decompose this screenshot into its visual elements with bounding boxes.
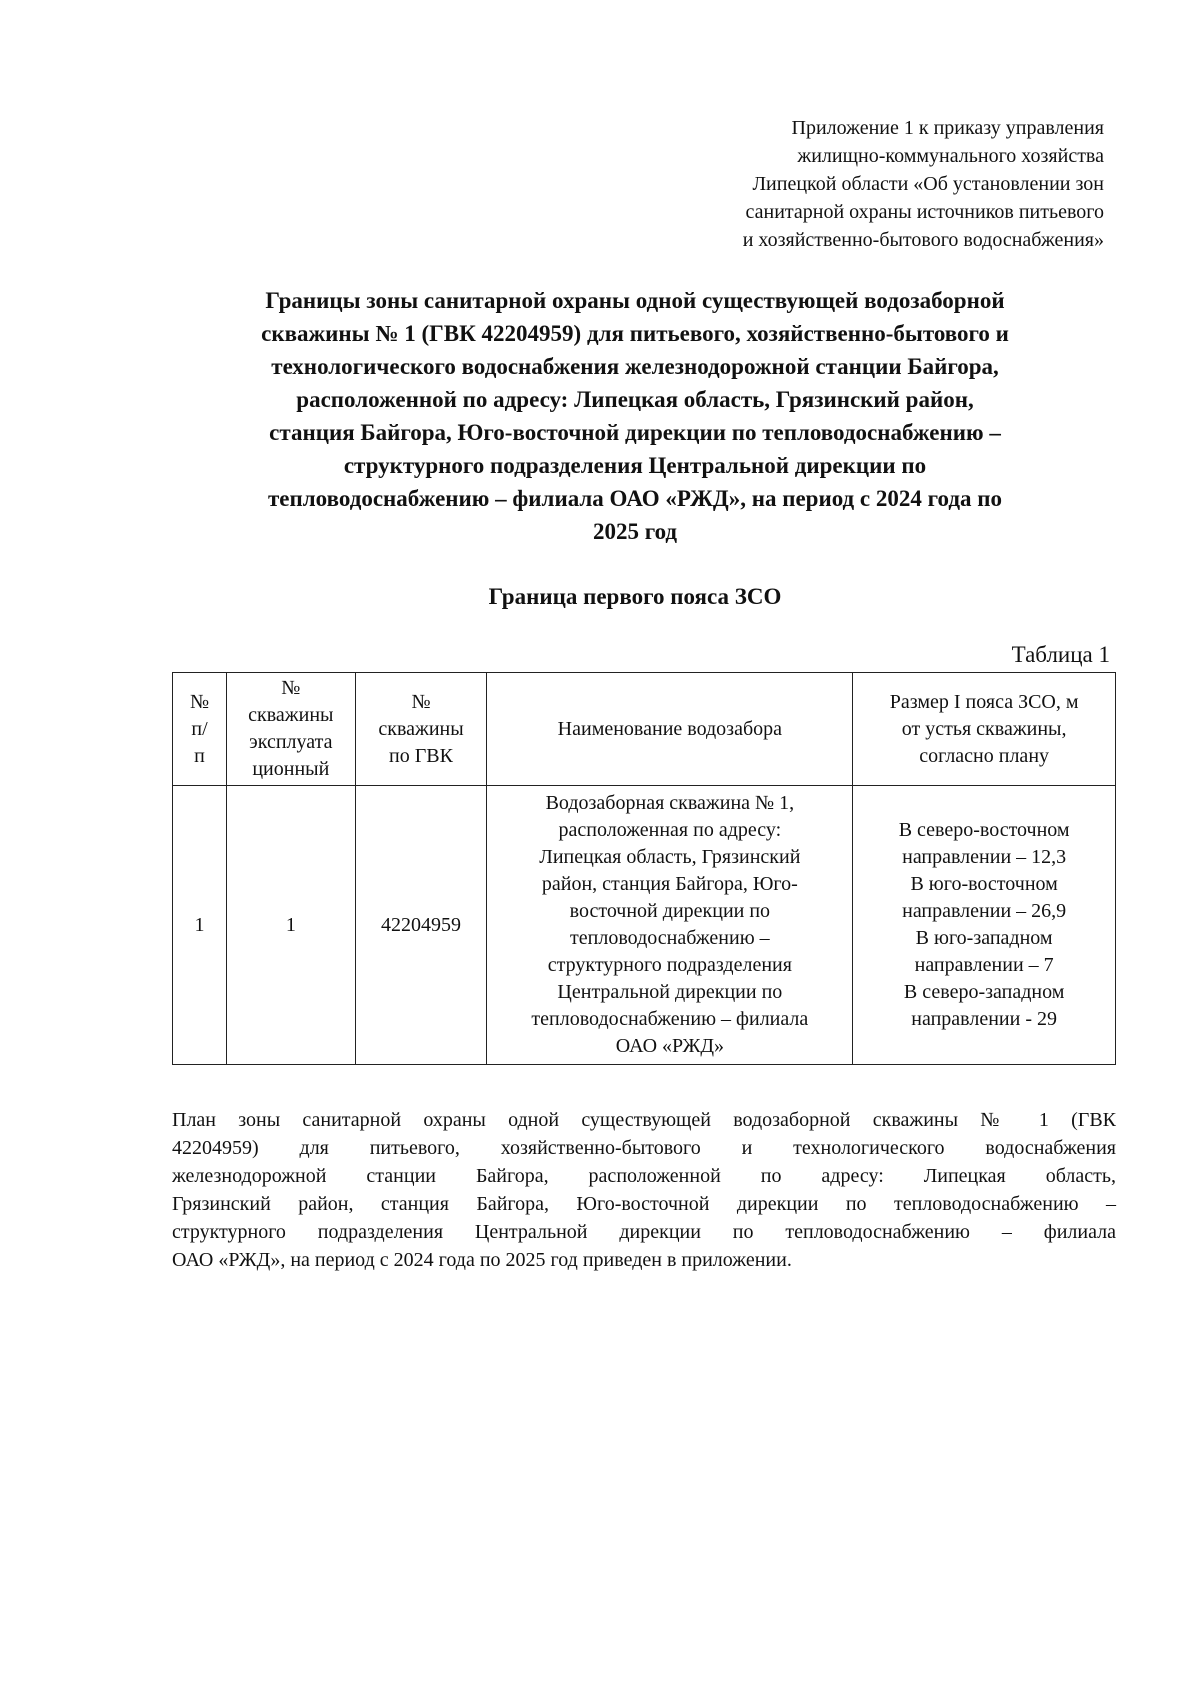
cell-well-operational: 1 (227, 786, 356, 1065)
section-title: Граница первого пояса ЗСО (488, 584, 782, 609)
document-title (160, 284, 1110, 548)
appendix-line: жилищно-коммунального хозяйства (797, 145, 1104, 167)
paragraph-line: 42204959) для питьевого, хозяйственно-бытового и технологического водоснабжения (172, 1137, 1116, 1159)
title-line: технологического водоснабжения железнодорожной станции Байгора, (271, 354, 999, 379)
header-cell-number: № п/ п (173, 673, 227, 786)
cell-number: 1 (173, 786, 227, 1065)
paragraph-line: структурного подразделения Центральной дирекции по тепловодоснабжению – филиала (172, 1221, 1116, 1243)
header-cell-well-operational: № скважины эксплуата ционный (227, 673, 356, 786)
paragraph-line: ОАО «РЖД», на период с 2024 года по 2025 год приведен в приложении. (172, 1249, 792, 1271)
header-cell-intake-name: Наименование водозабора (487, 673, 853, 786)
zone-table (172, 672, 1116, 1065)
appendix-line: Приложение 1 к приказу управления (791, 117, 1104, 139)
paragraph-line: План зоны санитарной охраны одной существующей водозаборной скважины № 1 (ГВК (172, 1109, 1116, 1131)
header-cell-well-gvk: № скважины по ГВК (355, 673, 487, 786)
paragraph-line: железнодорожной станции Байгора, расположенной по адресу: Липецкая область, (172, 1165, 1116, 1187)
cell-zone-size: В северо-восточном направлении – 12,3 В юго-восточном направлении – 26,9 В юго-западном направлении – 7 В северо-западном направлении - 29 (853, 786, 1116, 1065)
table-caption: Таблица 1 (1011, 642, 1110, 667)
appendix-line: санитарной охраны источников питьевого (745, 201, 1104, 223)
cell-intake-name: Водозаборная скважина № 1, расположенная по адресу: Липецкая область, Грязинский район, станция Байгора, Юго- восточной дирекции по тепловодоснабжению – структурного подразделения Центральной дирекции по тепловодоснабжению – филиала ОАО «РЖД» (487, 786, 853, 1065)
title-line: 2025 год (592, 519, 678, 544)
title-line: расположенной по адресу: Липецкая область, Грязинский район, (296, 387, 974, 412)
appendix-note (634, 114, 1104, 254)
cell-well-gvk: 42204959 (355, 786, 487, 1065)
title-line: станция Байгора, Юго-восточной дирекции по тепловодоснабжению – (269, 420, 1001, 445)
title-line: структурного подразделения Центральной дирекции по (343, 453, 927, 478)
plan-paragraph (172, 1106, 1116, 1274)
title-line: скважины № 1 (ГВК 42204959) для питьевого, хозяйственно-бытового и (261, 321, 1009, 346)
title-line: Границы зоны санитарной охраны одной существующей водозаборной (265, 288, 1005, 313)
paragraph-line: Грязинский район, станция Байгора, Юго-восточной дирекции по тепловодоснабжению – (172, 1193, 1116, 1215)
appendix-line: и хозяйственно-бытового водоснабжения» (742, 229, 1104, 251)
table-header-row (173, 673, 1116, 786)
title-line: тепловодоснабжению – филиала ОАО «РЖД», на период с 2024 года по (268, 486, 1002, 511)
table-row (173, 786, 1116, 1065)
header-cell-zone-size: Размер I пояса ЗСО, м от устья скважины, согласно плану (853, 673, 1116, 786)
appendix-line: Липецкой области «Об установлении зон (752, 173, 1104, 195)
